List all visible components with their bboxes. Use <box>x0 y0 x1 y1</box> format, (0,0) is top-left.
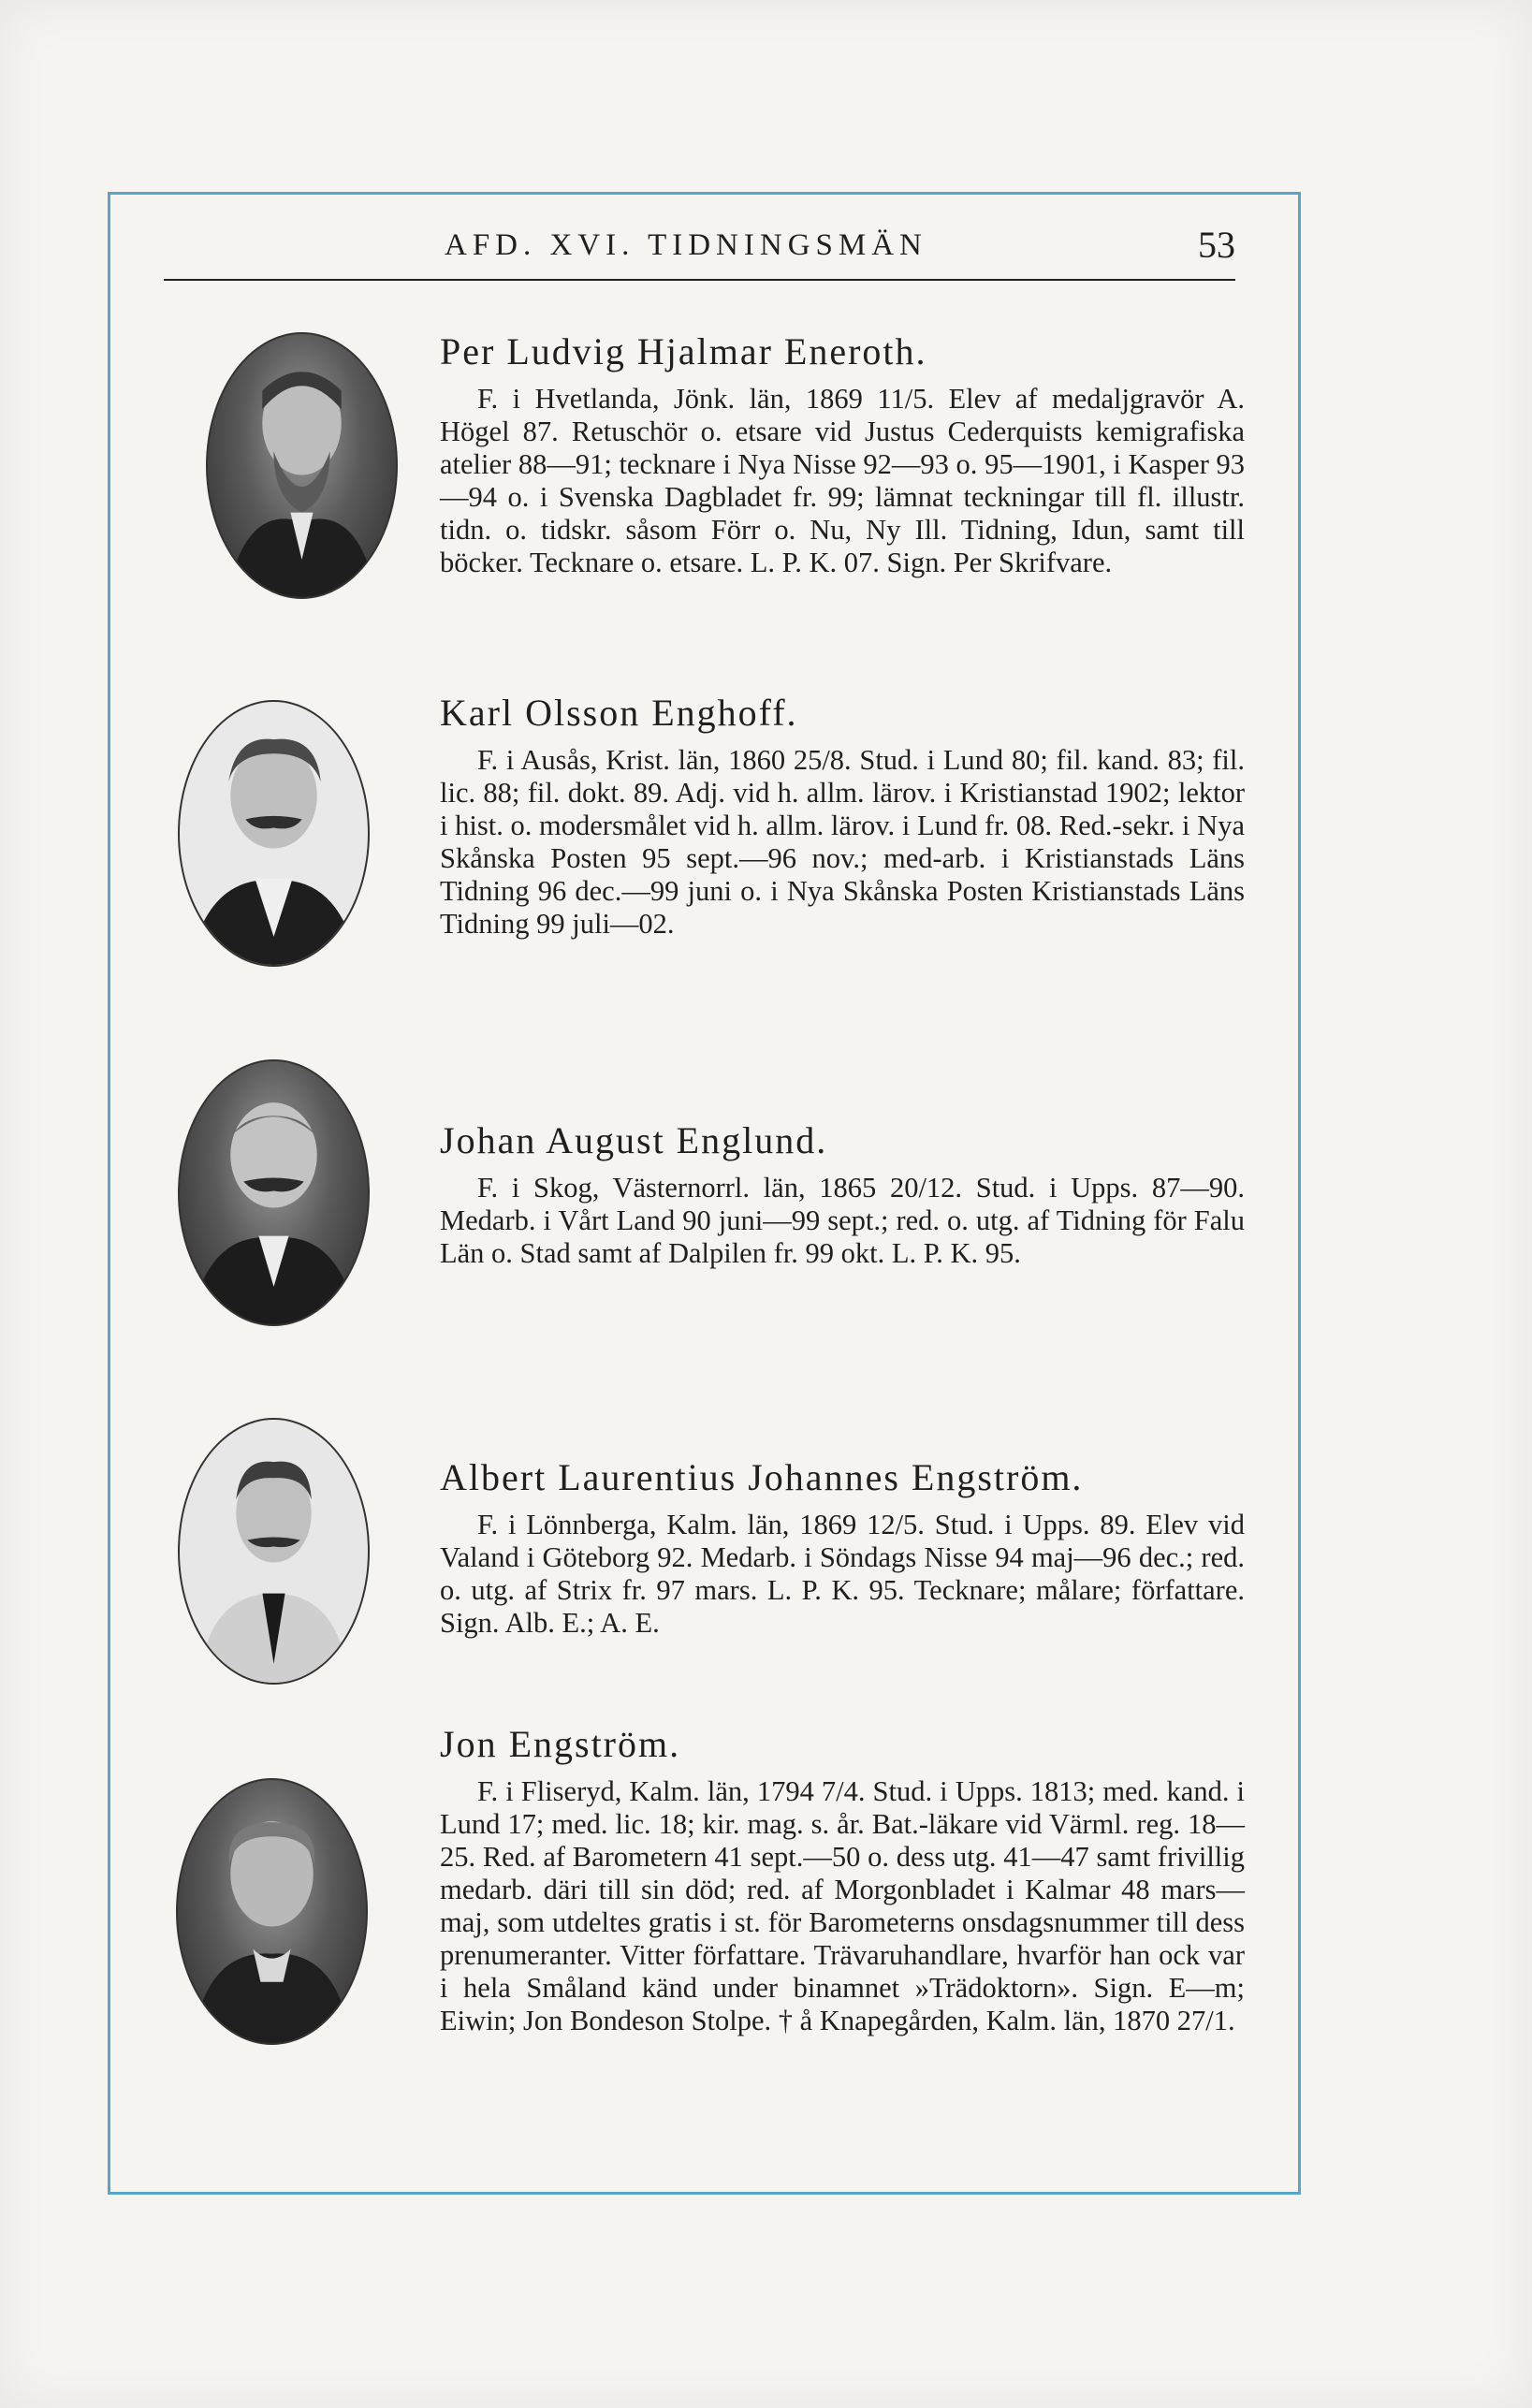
biography-text: F. i Skog, Västernorrl. län, 1865 20/12. Stud. i Upps. 87—90. Medarb. i Vårt Land 90 juni—99 sept.; red. o. utg. af Tidning för Falu Län o. Stad samt af Dalpilen fr. 99 okt. L. P. K. 95. <box>440 1172 1245 1269</box>
person-name: Karl Olsson Enghoff. <box>440 692 798 734</box>
person-name: Albert Laurentius Johannes Engström. <box>440 1456 1084 1498</box>
biography-entry <box>440 1118 1245 1270</box>
portrait-photo-1 <box>206 332 398 599</box>
biography-text: F. i Ausås, Krist. län, 1860 25/8. Stud. i Lund 80; fil. kand. 83; fil. lic. 88; fil. dokt. 89. Adj. vid h. allm. lärov. i Kristianstad 1902; lektor i hist. o. modersmålet vid h. allm. lärov. i Lund fr. 08. Red.-sekr. i Nya Skånska Posten 95 sept.—96 nov.; med-arb. i Kristianstads Läns Tidning 96 dec.—99 juni o. i Nya Skånska Posten Kristianstads Läns Tidning 99 juli—02. <box>440 744 1245 940</box>
person-name: Johan August Englund. <box>440 1119 828 1161</box>
biography-entry <box>440 1455 1245 1640</box>
biography-text: F. i Fliseryd, Kalm. län, 1794 7/4. Stud. i Upps. 1813; med. kand. i Lund 17; med. lic. 18; kir. mag. s. år. Bat.-läkare vid Värml. reg. 18—25. Red. af Barometern 41 sept.—50 o. dess utg. 41—47 samt frivillig medarb. däri till sin död; red. af Morgonbladet i Kalmar 48 mars—maj, som utdeltes gratis i st. för Barometerns onsdagsnummer till dess prenumeranter. Vitter författare. Trävaruhandlare, hvarför han ock var i hela Småland känd under binamnet »Trädoktorn». Sign. E—m; Eiwin; Jon Bondeson Stolpe. † å Knapegården, Kalm. län, 1870 27/1. <box>440 1775 1245 2036</box>
biography-text: F. i Lönnberga, Kalm. län, 1869 12/5. Stud. i Upps. 89. Elev vid Valand i Göteborg 92. Medarb. i Söndags Nisse 94 maj—96 dec.; red. o. utg. af Strix fr. 97 mars. L. P. K. 95. Tecknare; målare; författare. Sign. Alb. E.; A. E. <box>440 1509 1245 1639</box>
portrait-photo-3 <box>178 1059 370 1326</box>
portrait-photo-2 <box>178 700 370 967</box>
running-header <box>164 223 1235 281</box>
biography-entry <box>440 1722 1245 2037</box>
biography-entry <box>440 691 1245 941</box>
person-name: Jon Engström. <box>440 1723 681 1765</box>
person-name: Per Ludvig Hjalmar Eneroth. <box>440 330 927 372</box>
running-title: AFD. XVI. TIDNINGSMÄN <box>445 228 927 262</box>
page-number: 53 <box>1198 224 1235 266</box>
portrait-photo-4 <box>178 1418 370 1685</box>
biography-entry <box>440 329 1245 579</box>
portrait-photo-5 <box>176 1778 368 2045</box>
biography-text: F. i Hvetlanda, Jönk. län, 1869 11/5. Elev af medaljgravör A. Högel 87. Retuschör o. etsare vid Justus Cederquists kemigrafiska atelier 88—91; tecknare i Nya Nisse 92—93 o. 95—1901, i Kasper 93—94 o. i Svenska Dagbladet fr. 99; lämnat teckningar till fl. illustr. tidn. o. tidskr. såsom Förr o. Nu, Ny Ill. Tidning, Idun, samt till böcker. Tecknare o. etsare. L. P. K. 07. Sign. Per Skrifvare. <box>440 383 1245 578</box>
